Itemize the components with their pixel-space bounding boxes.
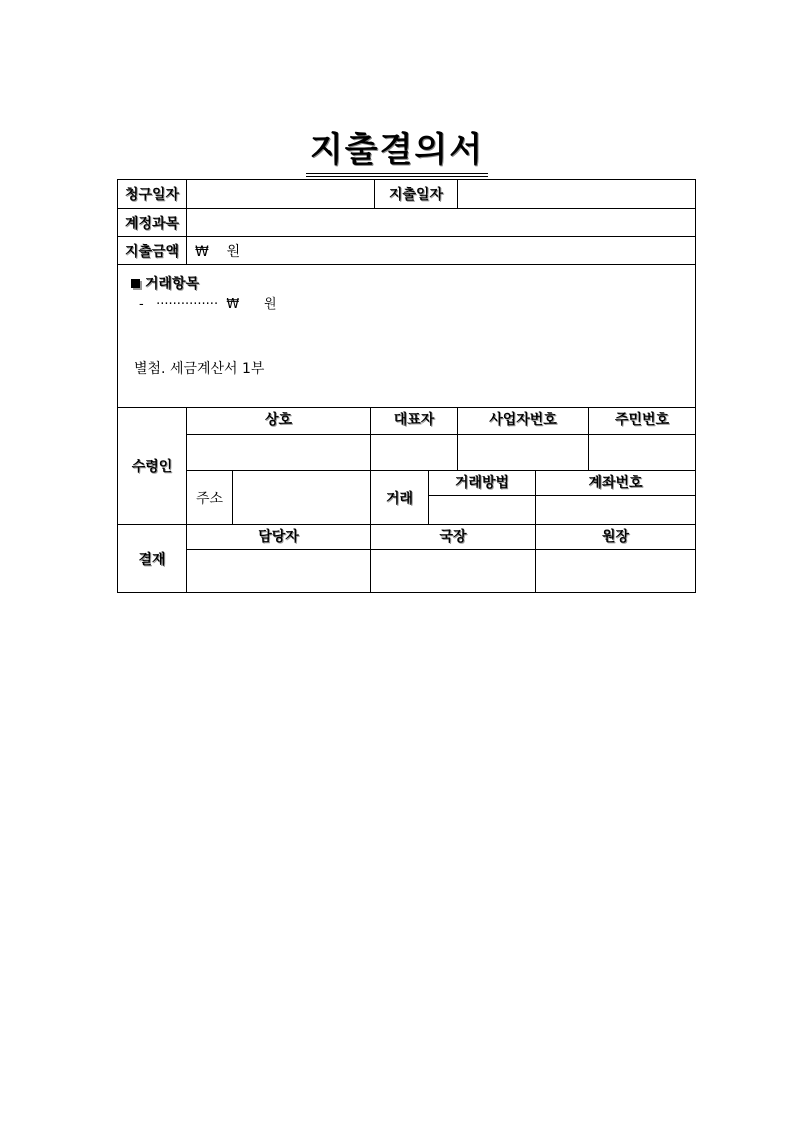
approval-sign-row bbox=[118, 550, 696, 593]
transaction-label: 거래 bbox=[371, 471, 429, 525]
amount-field[interactable]: ₩ 원 bbox=[187, 237, 696, 265]
items-heading-text: 거래항목 bbox=[145, 276, 200, 292]
approval-label: 결재 bbox=[118, 525, 187, 593]
account-number-header: 계좌번호 bbox=[536, 471, 696, 496]
document-title: 지출결의서 bbox=[306, 128, 488, 174]
recipient-value-row bbox=[118, 435, 696, 471]
payment-date-label: 지출일자 bbox=[375, 180, 458, 209]
payment-method-header: 거래방법 bbox=[429, 471, 536, 496]
amount-row bbox=[118, 237, 696, 265]
approval-header-row bbox=[118, 525, 696, 550]
payment-date-field[interactable] bbox=[458, 180, 696, 209]
payment-method-field[interactable] bbox=[429, 496, 536, 525]
head-sign-box[interactable] bbox=[536, 550, 696, 593]
items-row bbox=[118, 265, 696, 408]
request-date-label: 청구일자 bbox=[118, 180, 187, 209]
title-wrapper bbox=[0, 128, 794, 174]
representative-field[interactable] bbox=[371, 435, 458, 471]
expense-form-table bbox=[117, 179, 696, 593]
manager-sign-box[interactable] bbox=[187, 550, 371, 593]
account-field[interactable] bbox=[187, 209, 696, 237]
recipient-label: 수령인 bbox=[118, 408, 187, 525]
request-date-field[interactable] bbox=[187, 180, 375, 209]
director-sign-box[interactable] bbox=[371, 550, 536, 593]
director-header: 국장 bbox=[371, 525, 536, 550]
amount-label: 지출금액 bbox=[118, 237, 187, 265]
business-number-field[interactable] bbox=[458, 435, 589, 471]
business-number-header: 사업자번호 bbox=[458, 408, 589, 435]
item-line: - ··············· ₩ 원 bbox=[139, 297, 277, 312]
resident-number-field[interactable] bbox=[589, 435, 696, 471]
company-header: 상호 bbox=[187, 408, 371, 435]
square-bullet-icon bbox=[131, 279, 140, 288]
account-number-field[interactable] bbox=[536, 496, 696, 525]
address-field[interactable] bbox=[233, 471, 371, 525]
head-header: 원장 bbox=[536, 525, 696, 550]
attachment-note: 별첨. 세금계산서 1부 bbox=[134, 361, 265, 377]
items-heading bbox=[131, 275, 695, 293]
company-field[interactable] bbox=[187, 435, 371, 471]
manager-header: 담당자 bbox=[187, 525, 371, 550]
items-cell[interactable] bbox=[118, 265, 696, 408]
date-row bbox=[118, 180, 696, 209]
representative-header: 대표자 bbox=[371, 408, 458, 435]
account-label: 계정과목 bbox=[118, 209, 187, 237]
address-row bbox=[118, 471, 696, 496]
resident-number-header: 주민번호 bbox=[589, 408, 696, 435]
account-row bbox=[118, 209, 696, 237]
address-label: 주소 bbox=[187, 471, 233, 525]
recipient-header-row bbox=[118, 408, 696, 435]
